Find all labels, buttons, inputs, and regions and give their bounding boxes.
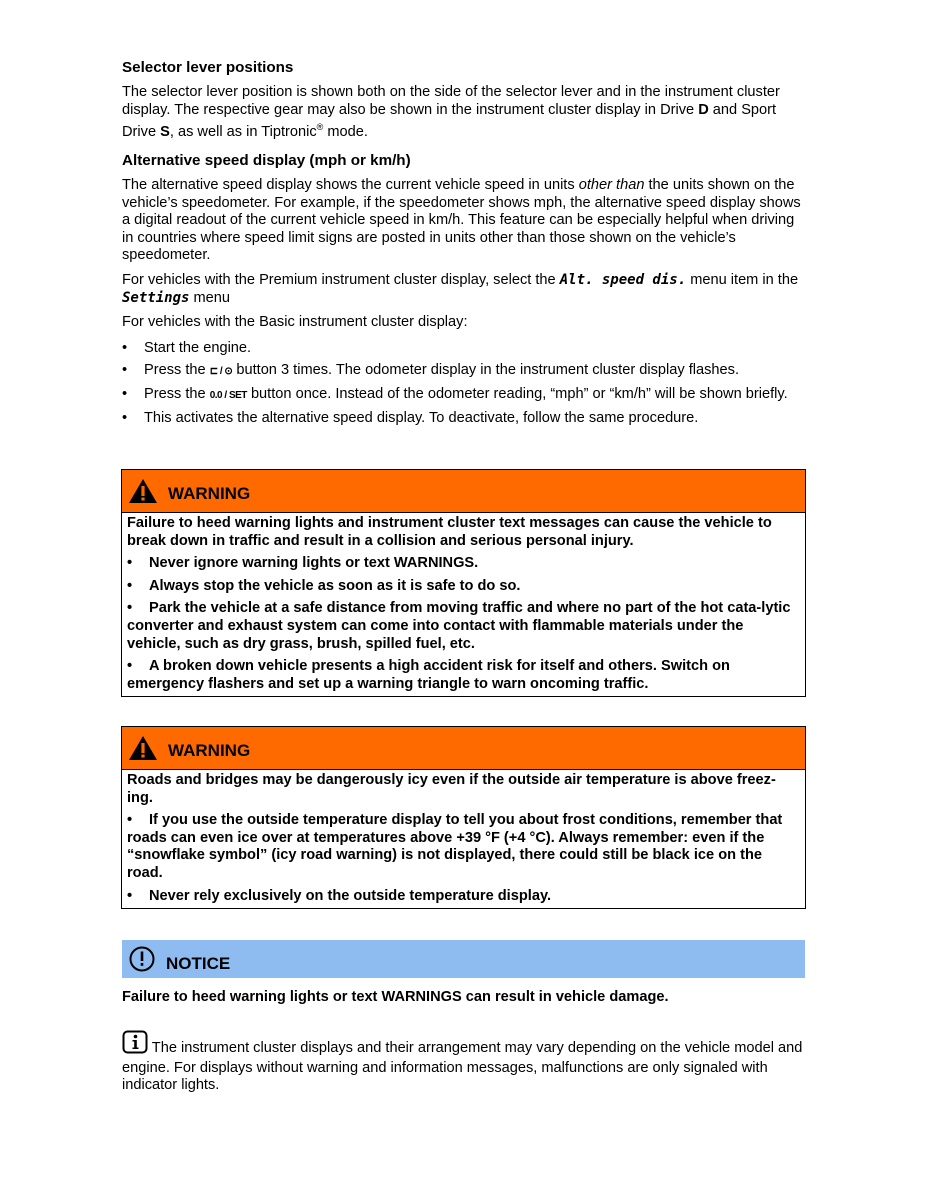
list-item (122, 386, 806, 405)
selector-lever-paragraph (122, 84, 806, 142)
selector-lever-section (122, 59, 806, 142)
list-item-text: Start the engine. (144, 339, 252, 356)
list-item (122, 340, 806, 358)
info-icon (122, 1030, 148, 1060)
text: button once. Instead of the odometer reading, “mph” or “km/h” will be shown briefly. (246, 385, 788, 402)
warning-title: WARNING (168, 741, 251, 761)
list-item (122, 410, 806, 428)
alt-speed-heading: Alternative speed display (mph or km/h) (122, 152, 411, 169)
alt-speed-paragraph-3: For vehicles with the Basic instrument cluster display: (122, 314, 468, 331)
text: menu item in the (686, 271, 799, 288)
notice-exclamation-icon (128, 945, 156, 973)
text: and Sport Drive (122, 101, 777, 141)
menu-label: Settings (122, 289, 190, 306)
text: Press the (144, 362, 210, 379)
bullet: • (127, 812, 133, 829)
text: the units shown on the vehicle’s speedometer. For example, if the speedometer shows mph, the alternative speed display shows a digital readout of the current vehicle speed in km/h. This feature can be especially helpful when driving in countries where speed limit signs are posted in units other than those shown on the vehicle’s speedometer. (122, 177, 801, 264)
gear-s-label: S (160, 124, 170, 141)
warning-box-breakdown (121, 469, 806, 697)
menu-item-label: Alt. speed dis. (559, 271, 687, 288)
warning-intro: Roads and bridges may be dangerously icy even if the outside air temperature is above freez-ing. (127, 772, 776, 806)
trip-clock-button-symbol: ⊏ / ⊙ (209, 366, 233, 378)
bullet: • (122, 385, 128, 402)
text: button 3 times. The odometer display in the instrument cluster display flashes. (232, 362, 740, 379)
warning-item-text: Never ignore warning lights or text WARNINGS. (149, 555, 479, 572)
emphasis: other than (578, 177, 645, 193)
notice-text: Failure to heed warning lights or text WARNINGS can result in vehicle damage. (122, 989, 669, 1005)
text: The alternative speed display shows the current vehicle speed in units (122, 177, 579, 193)
bullet: • (127, 658, 133, 675)
warning-header (122, 470, 805, 513)
warning-item (127, 658, 800, 693)
text: For vehicles with the Premium instrument cluster display, select the (122, 271, 560, 288)
bullet: • (122, 339, 128, 356)
text: The selector lever position is shown both on the side of the selector lever and in the instrument cluster display. The respective gear may also be shown in the instrument cluster display in Drive (122, 84, 780, 118)
registered-mark: ® (316, 122, 324, 133)
text: menu (189, 289, 230, 306)
warning-item-text: If you use the outside temperature display to tell you about frost conditions, remember that roads can even ice over at temperatures above +39 °F (+4 °C). Always remember: even if the “snowflake symbol” (icy road warning) is not displayed, there could still be black ice on the road. (127, 812, 783, 881)
list-item-text (144, 362, 739, 381)
text: mode. (323, 124, 368, 141)
warning-item (127, 555, 800, 573)
warning-body (122, 770, 805, 908)
warning-intro: Failure to heed warning lights and instrument cluster text messages can cause the vehicle to break down in traffic and result in a collision and serious personal injury. (127, 515, 772, 549)
text: Press the (144, 385, 210, 402)
bullet: • (122, 409, 128, 426)
text: , as well as in Tiptronic (169, 124, 317, 141)
warning-body (122, 513, 805, 696)
warning-header (122, 727, 805, 770)
selector-lever-heading: Selector lever positions (122, 59, 294, 76)
bullet: • (127, 555, 133, 572)
warning-item-text: Always stop the vehicle as soon as it is safe to do so. (149, 577, 521, 594)
warning-item-text: Never rely exclusively on the outside temperature display. (149, 887, 552, 904)
alt-speed-paragraph-2 (122, 272, 806, 307)
alt-speed-section (122, 152, 806, 427)
info-note-text: The instrument cluster displays and their arrangement may vary depending on the vehicle model and engine. For displays without warning and information messages, malfunctions are only signaled with indicator lights. (122, 1040, 803, 1094)
alt-speed-paragraph-1 (122, 177, 806, 265)
warning-item-text: Park the vehicle at a safe distance from moving traffic and where no part of the hot cata-lytic converter and exhaust system can come into contact with flammable materials under the vehicle, such as dry grass, brush, spilled fuel, etc. (127, 600, 791, 652)
warning-title: WARNING (168, 484, 251, 504)
notice-header (122, 940, 805, 978)
bullet: • (127, 600, 133, 617)
bullet: • (127, 887, 133, 904)
bullet: • (122, 362, 128, 379)
warning-item (127, 812, 800, 882)
warning-item (127, 600, 800, 653)
info-note (122, 1030, 806, 1095)
warning-box-icy-roads (121, 726, 806, 909)
list-item (122, 362, 806, 381)
warning-item (127, 888, 800, 906)
warning-item (127, 578, 800, 596)
warning-triangle-icon (128, 478, 158, 504)
warning-item-text: A broken down vehicle presents a high accident risk for itself and others. Switch on emergency flashers and set up a warning triangle to warn oncoming traffic. (127, 658, 730, 692)
notice-title: NOTICE (166, 954, 231, 974)
gear-d-label: D (698, 101, 709, 118)
reset-set-button-symbol: 0.0 / SET (209, 389, 247, 401)
bullet: • (127, 577, 133, 594)
warning-triangle-icon (128, 735, 158, 761)
list-item-text: This activates the alternative speed display. To deactivate, follow the same procedure. (144, 409, 699, 426)
